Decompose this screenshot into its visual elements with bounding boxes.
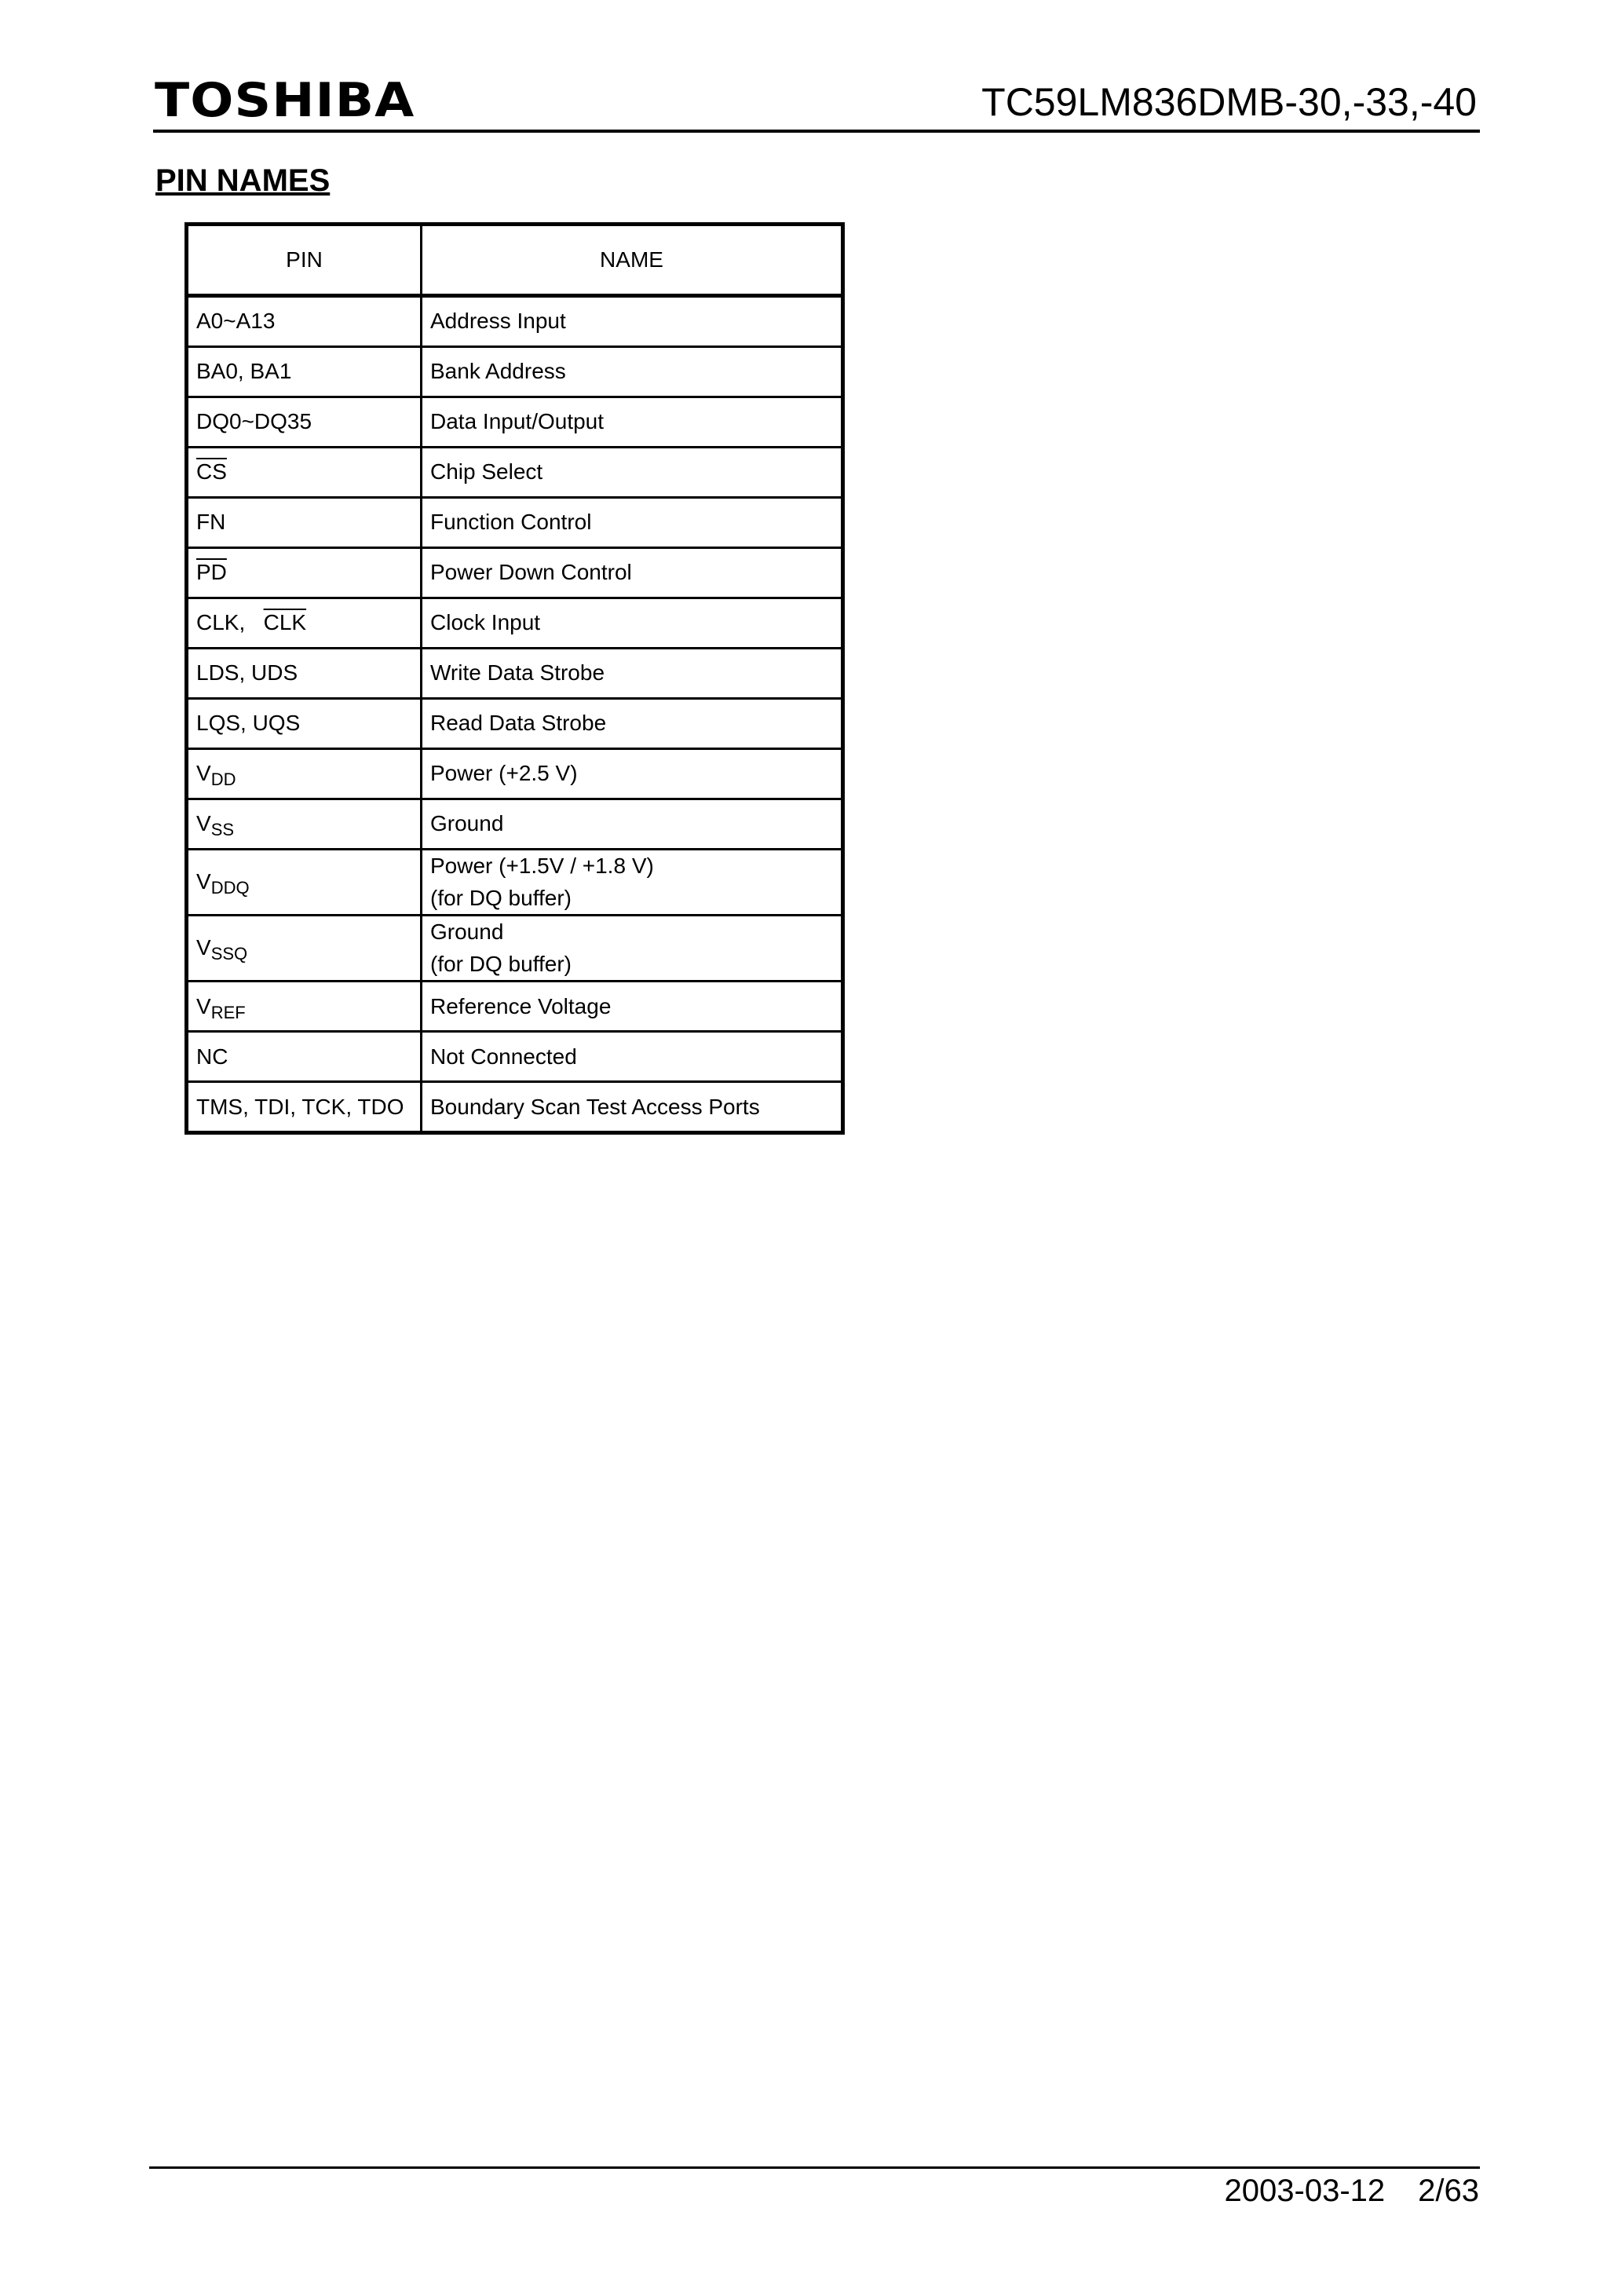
name-cell: Function Control	[422, 498, 843, 548]
pin-subscript: REF	[210, 1002, 246, 1022]
pin-subscript: SSQ	[210, 944, 248, 964]
name-cell: Data Input/Output	[422, 397, 843, 448]
name-cell: Chip Select	[422, 448, 843, 498]
pin-cell: NC	[187, 1032, 422, 1082]
pin-base: V	[196, 869, 211, 894]
table-row	[187, 916, 843, 982]
pin-subscript: DD	[210, 770, 236, 790]
toshiba-logo: TOSHIBA	[155, 73, 415, 128]
name-cell: Not Connected	[422, 1032, 843, 1082]
pin-cell	[187, 598, 422, 649]
pin-subscript: DDQ	[210, 878, 250, 898]
name-cell: Power Down Control	[422, 548, 843, 598]
name-cell: Read Data Strobe	[422, 699, 843, 749]
table-row	[187, 749, 843, 799]
name-line-2: (for DQ buffer)	[430, 951, 572, 976]
table-row	[187, 982, 843, 1032]
pin-cell	[187, 916, 422, 982]
name-cell: Ground	[422, 799, 843, 850]
pin-cell	[187, 749, 422, 799]
name-cell: Boundary Scan Test Access Ports	[422, 1082, 843, 1133]
header-rule	[153, 130, 1480, 133]
footer-rule	[149, 2166, 1480, 2169]
footer	[1225, 2175, 1479, 2206]
table-row	[187, 649, 843, 699]
column-header-name: NAME	[422, 225, 843, 296]
overline-pin: $\overline{CLK}$	[263, 610, 307, 635]
table-row	[187, 498, 843, 548]
table-row	[187, 850, 843, 916]
table-row	[187, 1082, 843, 1133]
pin-cell: FN	[187, 498, 422, 548]
name-cell: Write Data Strobe	[422, 649, 843, 699]
name-line-2: (for DQ buffer)	[430, 885, 572, 910]
pin-cell: BA0, BA1	[187, 347, 422, 397]
pin-base: V	[196, 993, 211, 1018]
name-line-1: Power (+1.5V / +1.8 V)	[430, 854, 654, 878]
name-cell: Address Input	[422, 296, 843, 347]
pin-cell: LQS, UQS	[187, 699, 422, 749]
pin-cell: A0~A13	[187, 296, 422, 347]
name-cell: Clock Input	[422, 598, 843, 649]
pin-cell	[187, 850, 422, 916]
document-id: TC59LM836DMB-30,-33,-40	[981, 80, 1477, 124]
name-cell	[422, 850, 843, 916]
name-line-1: Ground	[430, 919, 504, 945]
table-row	[187, 598, 843, 649]
pin-cell	[187, 799, 422, 850]
pin-cell: LDS, UDS	[187, 649, 422, 699]
table-row	[187, 699, 843, 749]
table-row	[187, 548, 843, 598]
table-row	[187, 799, 843, 850]
pin-subscript: SS	[210, 820, 235, 840]
table-row	[187, 397, 843, 448]
table-row	[187, 1032, 843, 1082]
page-number: 2/63	[1418, 2174, 1479, 2208]
pin-cell: DQ0~DQ35	[187, 397, 422, 448]
column-header-pin: PIN	[187, 225, 422, 296]
table-row	[187, 347, 843, 397]
overline-pin: $\overline{CS}$	[196, 459, 227, 484]
pin-base: V	[196, 761, 211, 786]
pin-names-table	[184, 222, 845, 1135]
pin-base: V	[196, 811, 211, 836]
pin-cell	[187, 982, 422, 1032]
name-cell	[422, 916, 843, 982]
name-cell: Bank Address	[422, 347, 843, 397]
pin-base: V	[196, 935, 211, 960]
footer-date: 2003-03-12	[1224, 2174, 1386, 2208]
name-cell: Reference Voltage	[422, 982, 843, 1032]
name-cell: Power (+2.5 V)	[422, 749, 843, 799]
table-header-row	[187, 225, 843, 296]
pin-cell: TMS, TDI, TCK, TDO	[187, 1082, 422, 1133]
overline-pin: $\overline{PD}$	[196, 560, 227, 585]
table-row	[187, 448, 843, 498]
pin-cell	[187, 448, 422, 498]
pin-text: CLK,	[196, 610, 246, 635]
table-row	[187, 296, 843, 347]
section-title: PIN NAMES	[155, 163, 331, 198]
pin-cell	[187, 548, 422, 598]
